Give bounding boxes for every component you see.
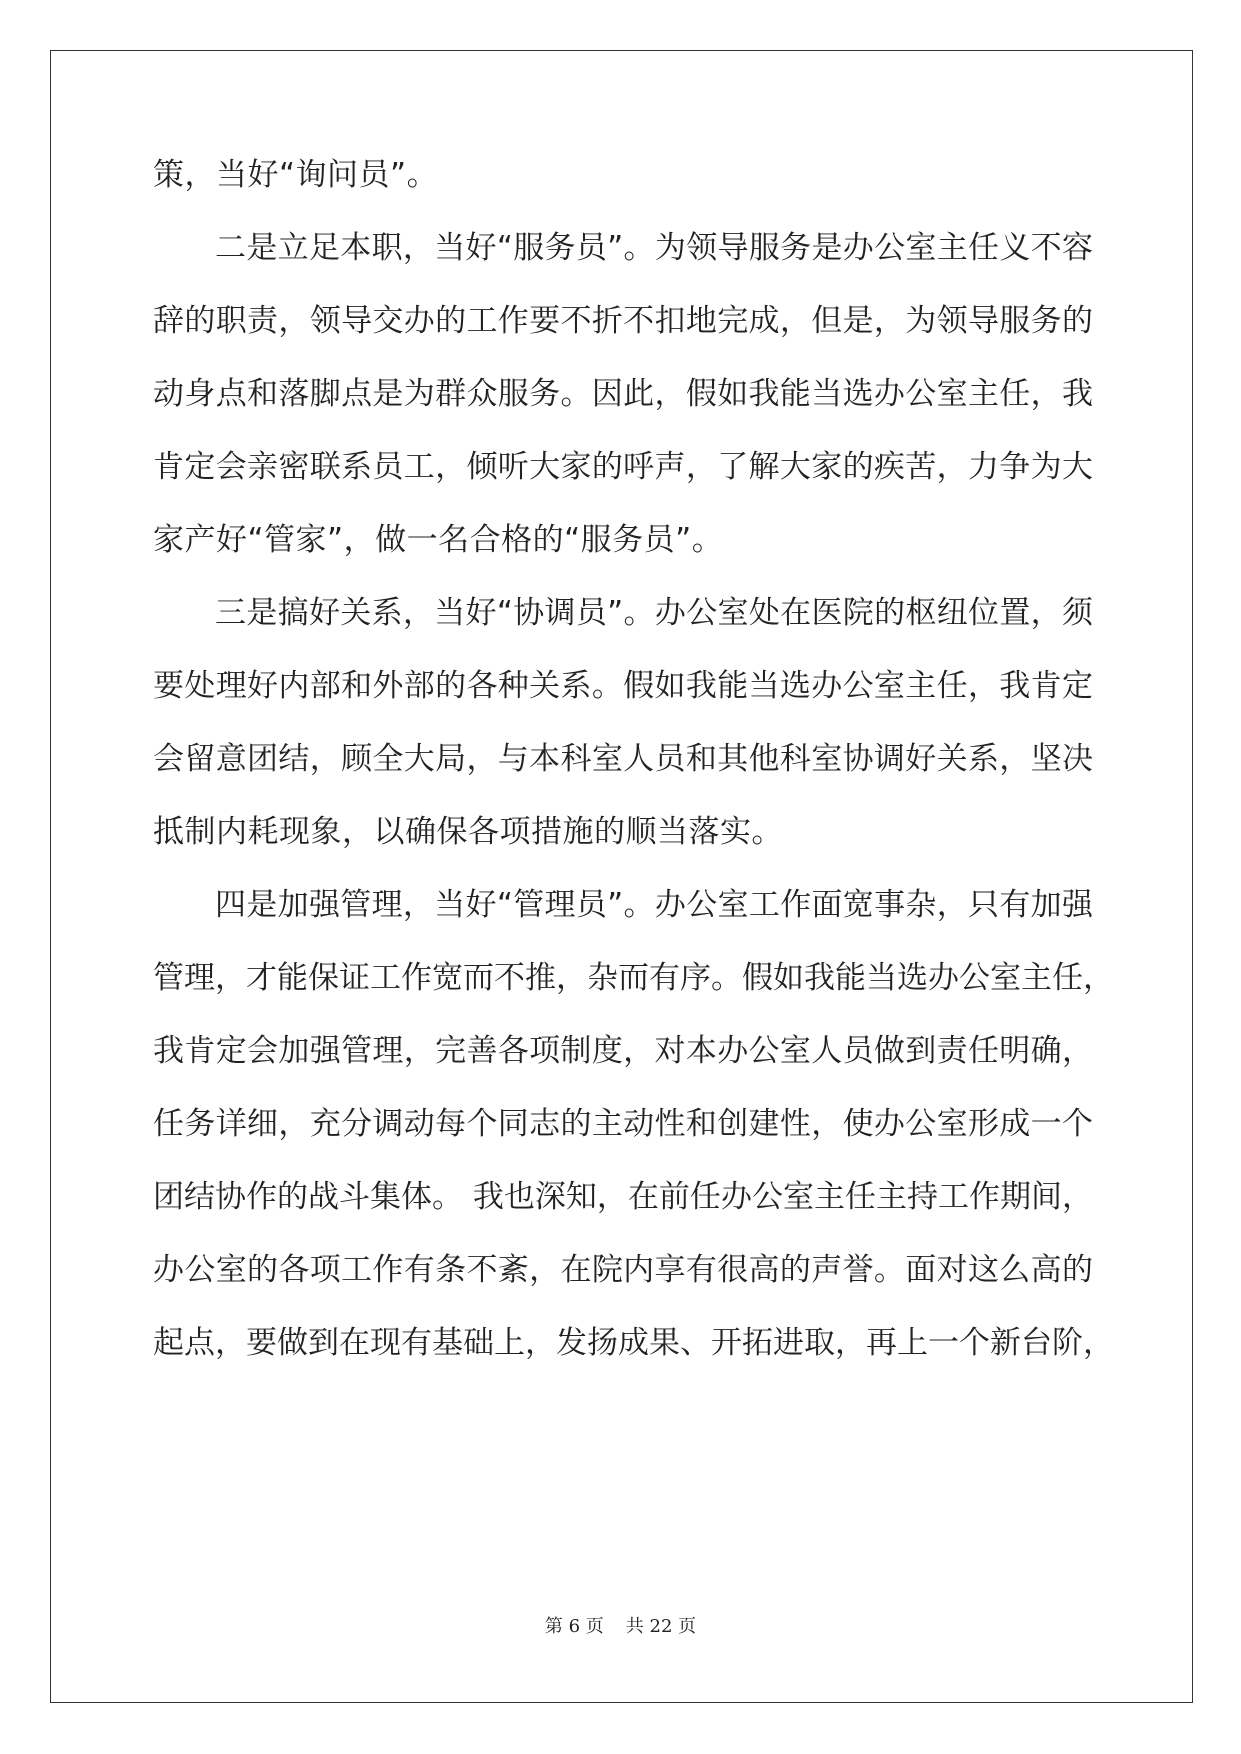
text-line: 管理，才能保证工作宽而不推，杂而有序。假如我能当选办公室主任， xyxy=(153,960,1114,996)
text-line: 要处理好内部和外部的各种关系。假如我能当选办公室主任，我肯定 xyxy=(153,668,1093,704)
text-line: 四是加强管理，当好“管理员”。办公室工作面宽事杂，只有加强 xyxy=(215,887,1093,923)
page-footer xyxy=(0,1612,1241,1638)
page-number: 第 6 页 xyxy=(544,1616,604,1637)
text-line: 团结协作的战斗集体。 我也深知，在前任办公室主任主持工作期间， xyxy=(153,1179,1093,1215)
total-pages: 共 22 页 xyxy=(625,1616,697,1637)
text-line: 二是立足本职，当好“服务员”。为领导服务是办公室主任义不容 xyxy=(215,230,1093,266)
text-line: 会留意团结，顾全大局，与本科室人员和其他科室协调好关系，坚决 xyxy=(153,741,1093,777)
text-line: 抵制内耗现象，以确保各项措施的顺当落实。 xyxy=(153,814,783,850)
page-border xyxy=(50,50,1193,1703)
text-line: 三是搞好关系，当好“协调员”。办公室处在医院的枢纽位置，须 xyxy=(215,595,1093,631)
text-line: 策，当好“询问员”。 xyxy=(153,157,439,193)
text-line: 起点，要做到在现有基础上，发扬成果、开拓进取，再上一个新台阶， xyxy=(153,1325,1114,1361)
text-line: 办公室的各项工作有条不紊，在院内享有很高的声誉。面对这么高的 xyxy=(153,1252,1093,1288)
text-line: 我肯定会加强管理，完善各项制度，对本办公室人员做到责任明确， xyxy=(153,1033,1093,1069)
text-line: 任务详细，充分调动每个同志的主动性和创建性，使办公室形成一个 xyxy=(153,1106,1093,1142)
text-line: 动身点和落脚点是为群众服务。因此，假如我能当选办公室主任，我 xyxy=(153,376,1093,412)
text-line: 辞的职责，领导交办的工作要不折不扣地完成，但是，为领导服务的 xyxy=(153,303,1093,339)
text-line: 家产好“管家”，做一名合格的“服务员”。 xyxy=(153,522,724,558)
text-line: 肯定会亲密联系员工，倾听大家的呼声，了解大家的疾苦，力争为大 xyxy=(153,449,1093,485)
